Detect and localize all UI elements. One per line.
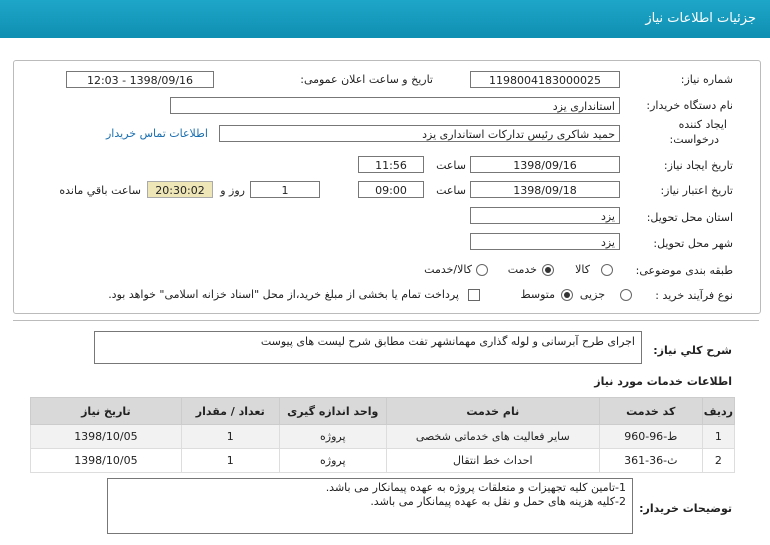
created-date-field[interactable]: 1398/09/16 bbox=[470, 156, 620, 173]
created-time-field[interactable]: 11:56 bbox=[358, 156, 424, 173]
quantity: 1 bbox=[181, 425, 279, 449]
row-number: 2 bbox=[702, 449, 734, 473]
category-service-radio[interactable] bbox=[542, 264, 554, 276]
row-number: 1 bbox=[702, 425, 734, 449]
unit: پروژه bbox=[279, 425, 386, 449]
process-minor-radio[interactable] bbox=[620, 289, 632, 301]
table-row bbox=[31, 449, 735, 473]
page-title: جزئیات اطلاعات نیاز bbox=[645, 11, 756, 26]
service-name: سایر فعالیت های خدماتی شخصی bbox=[386, 425, 599, 449]
title-bar bbox=[0, 0, 770, 38]
need-date: 1398/10/05 bbox=[31, 449, 182, 473]
services-title: اطلاعات خدمات مورد نیاز bbox=[594, 375, 732, 388]
col-quantity: تعداد / مقدار bbox=[181, 398, 279, 425]
summary-label: شرح کلي نیاز: bbox=[653, 344, 732, 357]
category-goods-radio[interactable] bbox=[601, 264, 613, 276]
buyer-notes-label: توضیحات خریدار: bbox=[639, 502, 732, 515]
valid-time-field[interactable]: 09:00 bbox=[358, 181, 424, 198]
announce-label: تاریخ و ساعت اعلان عمومی: bbox=[300, 73, 433, 86]
creator-label: ایجاد کننده bbox=[678, 118, 727, 131]
province-field[interactable]: یزد bbox=[470, 207, 620, 224]
category-service-label: خدمت bbox=[507, 263, 537, 276]
col-need-date: تاریخ نیاز bbox=[31, 398, 182, 425]
buyer-org-label: نام دستگاه خریدار: bbox=[646, 99, 733, 112]
process-label: نوع فرآیند خرید : bbox=[655, 289, 733, 302]
province-label: استان محل تحویل: bbox=[646, 211, 733, 224]
process-medium-label: متوسط bbox=[520, 288, 555, 301]
contact-buyer-link[interactable]: اطلاعات تماس خریدار bbox=[106, 127, 208, 140]
unit: پروژه bbox=[279, 449, 386, 473]
creator-field[interactable]: حمید شاکری رئیس تدارکات استانداری یزد bbox=[219, 125, 620, 142]
category-goods-label: کالا bbox=[575, 263, 590, 276]
creator-label-2: درخواست: bbox=[669, 133, 719, 146]
valid-date-field[interactable]: 1398/09/18 bbox=[470, 181, 620, 198]
table-row bbox=[31, 425, 735, 449]
created-time-label: ساعت bbox=[436, 159, 466, 172]
payment-note: پرداخت تمام یا بخشی از مبلغ خرید،از محل "اسناد خزانه اسلامی" خواهد بود. bbox=[108, 288, 459, 301]
table-header-row bbox=[31, 398, 735, 425]
treasury-bonds-checkbox[interactable] bbox=[468, 289, 480, 301]
col-service-code: کد خدمت bbox=[599, 398, 702, 425]
remaining-time-field: 20:30:02 bbox=[147, 181, 213, 198]
category-goods-service-label: کالا/خدمت bbox=[424, 263, 472, 276]
col-row-number: ردیف bbox=[702, 398, 734, 425]
category-label: طبقه بندی موضوعی: bbox=[635, 264, 733, 277]
col-service-name: نام خدمت bbox=[386, 398, 599, 425]
buyer-notes-box bbox=[107, 478, 633, 534]
valid-time-label: ساعت bbox=[436, 184, 466, 197]
summary-text: اجرای طرح آبرسانی و لوله گذاری مهمانشهر تفت مطابق شرح لیست های پیوست bbox=[260, 335, 635, 348]
service-name: احداث خط انتقال bbox=[386, 449, 599, 473]
note-line: 2-کلیه هزینه های حمل و نقل به عهده پیمانکار می باشد. bbox=[370, 495, 626, 508]
valid-date-label: تاریخ اعتبار نیاز: bbox=[660, 184, 733, 197]
quantity: 1 bbox=[181, 449, 279, 473]
process-minor-label: جزیی bbox=[579, 288, 605, 301]
need-date: 1398/10/05 bbox=[31, 425, 182, 449]
col-unit: واحد اندازه گیری bbox=[279, 398, 386, 425]
created-date-label: تاریخ ایجاد نیاز: bbox=[663, 159, 733, 172]
divider bbox=[13, 320, 759, 321]
city-label: شهر محل تحویل: bbox=[653, 237, 733, 250]
category-goods-service-radio[interactable] bbox=[476, 264, 488, 276]
day-and-label: روز و bbox=[220, 184, 245, 197]
service-code: ط-96-960 bbox=[599, 425, 702, 449]
remaining-label: ساعت باقي مانده bbox=[59, 184, 141, 197]
services-table bbox=[30, 397, 735, 473]
service-code: ث-36-361 bbox=[599, 449, 702, 473]
need-number-field[interactable]: 1198004183000025 bbox=[470, 71, 620, 88]
process-medium-radio[interactable] bbox=[561, 289, 573, 301]
need-number-label: شماره نیاز: bbox=[680, 73, 733, 86]
note-line: 1-تامین کلیه تجهیزات و متعلقات پروژه به عهده پیمانکار می باشد. bbox=[325, 481, 626, 494]
buyer-org-field[interactable]: استانداری یزد bbox=[170, 97, 620, 114]
announce-field[interactable]: 1398/09/16 - 12:03 bbox=[66, 71, 214, 88]
days-remaining-field[interactable]: 1 bbox=[250, 181, 320, 198]
city-field[interactable]: یزد bbox=[470, 233, 620, 250]
summary-box bbox=[94, 331, 642, 364]
